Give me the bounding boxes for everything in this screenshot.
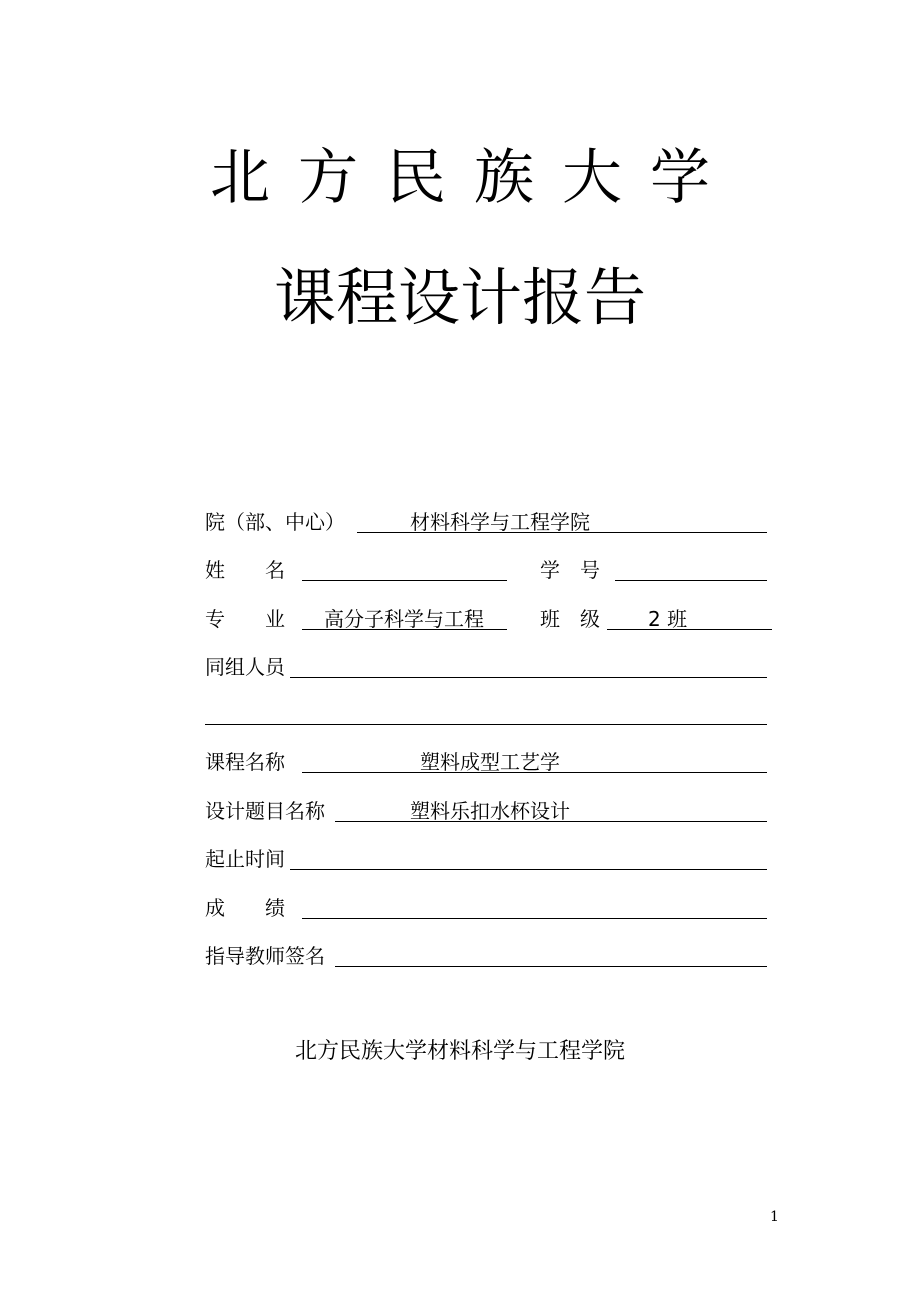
- name-label: 姓 名: [205, 558, 285, 582]
- course-name-label: 课程名称: [205, 750, 285, 774]
- class-value[interactable]: 2 班: [648, 607, 688, 631]
- class-label: 班 级: [540, 607, 600, 631]
- advisor-signature-label: 指导教师签名: [205, 944, 325, 968]
- footer-organization: 北方民族大学材料科学与工程学院: [294, 1039, 625, 1064]
- major-value[interactable]: 高分子科学与工程: [324, 607, 484, 631]
- group-members-underline-2: [205, 724, 767, 725]
- report-title: 课程设计报告: [273, 261, 646, 334]
- college-label: 院（部、中心）: [205, 510, 345, 534]
- advisor-signature-underline: [335, 966, 767, 967]
- group-members-underline: [290, 677, 767, 678]
- name-underline: [302, 580, 507, 581]
- group-members-label: 同组人员: [205, 655, 285, 679]
- period-underline: [290, 869, 767, 870]
- period-label: 起止时间: [205, 847, 285, 871]
- student-id-label: 学 号: [540, 558, 600, 582]
- class-underline: [607, 629, 772, 630]
- grade-underline: [302, 918, 767, 919]
- college-value[interactable]: 材料科学与工程学院: [410, 510, 590, 534]
- major-label: 专 业: [205, 607, 285, 631]
- course-name-value[interactable]: 塑料成型工艺学: [420, 750, 560, 774]
- grade-label: 成 绩: [205, 896, 285, 920]
- design-topic-label: 设计题目名称: [205, 799, 325, 823]
- page-number: 1: [770, 1209, 779, 1225]
- university-title: 北方民族大学: [210, 143, 738, 213]
- design-topic-value[interactable]: 塑料乐扣水杯设计: [410, 799, 570, 823]
- student-id-underline: [615, 580, 767, 581]
